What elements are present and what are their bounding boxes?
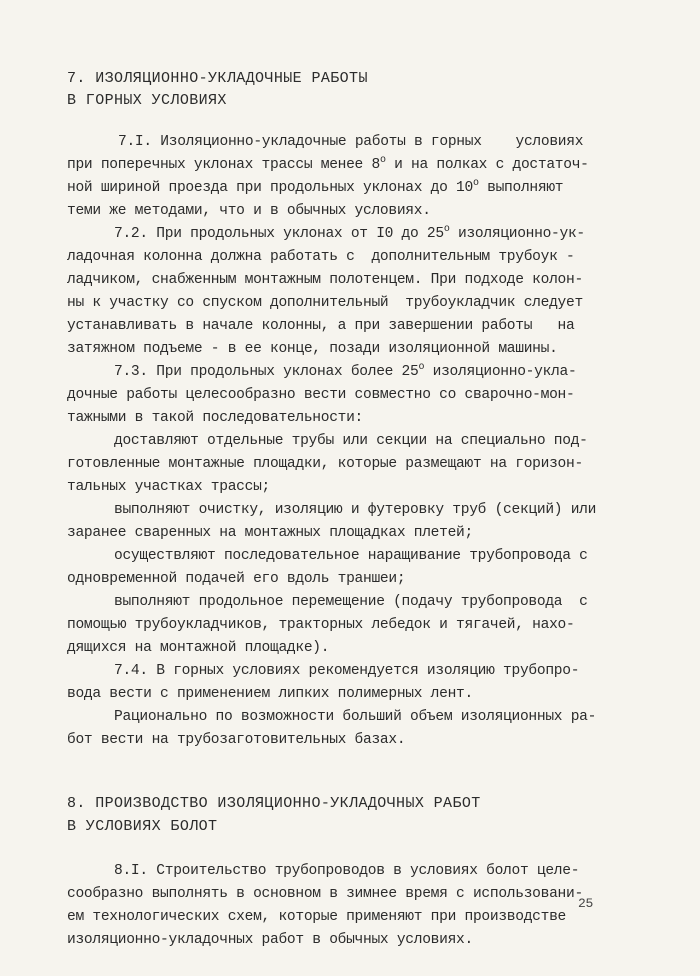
paragraph-line: выполняют очистку, изоляцию и футеровку труб (секций) или — [114, 502, 597, 518]
section-8-heading-line-2: В УСЛОВИЯХ БОЛОТ — [67, 818, 218, 835]
paragraph-line: тажными в такой последовательности: — [67, 410, 364, 426]
paragraph-line: 7.2. При продольных уклонах от I0 до $25^о$ изоляционно-ук- — [114, 224, 585, 242]
page-number: 25 — [578, 896, 594, 911]
paragraph-line: ной шириной проезда при продольных уклонах до $10^о$ выполняют — [67, 178, 564, 196]
paragraph-line: затяжном подъеме - в ее конце, позади изоляционной машины. — [67, 341, 558, 357]
paragraph-line: дящихся на монтажной площадке). — [67, 640, 330, 656]
paragraph-line: теми же методами, что и в обычных условиях. — [67, 203, 431, 219]
section-7-heading-line-1: 7. ИЗОЛЯЦИОННО-УКЛАДОЧНЫЕ РАБОТЫ — [67, 70, 368, 87]
paragraph-line: тальных участках трассы; — [67, 479, 270, 495]
section-7-heading-line-2: В ГОРНЫХ УСЛОВИЯХ — [67, 92, 227, 109]
section-8-heading-line-1: 8. ПРОИЗВОДСТВО ИЗОЛЯЦИОННО-УКЛАДОЧНЫХ РАБОТ — [67, 795, 481, 812]
degree-mark: о — [472, 178, 479, 189]
paragraph-line: заранее сваренных на монтажных площадках плетей; — [67, 525, 473, 541]
paragraph-line: изоляционно-укладочных работ в обычных условиях. — [67, 932, 473, 948]
paragraph-line: доставляют отдельные трубы или секции на специально под- — [114, 433, 588, 449]
paragraph-line: ладчиком, снабженным монтажным полотенцем. При подходе колон- — [67, 272, 583, 288]
degree-mark: о — [418, 362, 425, 373]
paragraph-line: выполняют продольное перемещение (подачу трубопровода с — [114, 594, 588, 610]
paragraph-line: осуществляют последовательное наращивание трубопровода с — [114, 548, 588, 564]
paragraph-line: готовленные монтажные площадки, которые размещают на горизон- — [67, 456, 583, 472]
paragraph-line: вода вести с применением липких полимерных лент. — [67, 686, 473, 702]
paragraph-line: устанавливать в начале колонны, а при завершении работы на — [67, 318, 575, 334]
paragraph-line: 8.I. Строительство трубопроводов в условиях болот целе- — [114, 863, 580, 879]
paragraph-line: дочные работы целесообразно вести совместно со сварочно-мон- — [67, 387, 575, 403]
degree-mark: о — [379, 155, 386, 166]
paragraph-line: одновременной подачей его вдоль траншеи; — [67, 571, 406, 587]
paragraph-line: 7.I. Изоляционно-укладочные работы в горных условиях — [118, 134, 584, 150]
paragraph-line: при поперечных уклонах трассы менее $8^о$ и на полках с достаточ- — [67, 155, 589, 173]
degree-mark: о — [443, 224, 450, 235]
paragraph-line: сообразно выполнять в основном в зимнее время с использовани- — [67, 886, 583, 902]
paragraph-line: 7.3. При продольных уклонах более $25^о$ изоляционно-укла- — [114, 362, 577, 380]
paragraph-line: ем технологических схем, которые применяют при производстве — [67, 909, 567, 925]
paragraph-line: ны к участку со спуском дополнительный трубоукладчик следует — [67, 295, 583, 311]
paragraph-line: 7.4. В горных условиях рекомендуется изоляцию трубопро- — [114, 663, 580, 679]
paragraph-line: ладочная колонна должна работать с дополнительным трубоук - — [67, 249, 575, 265]
paragraph-line: бот вести на трубозаготовительных базах. — [67, 732, 406, 748]
paragraph-line: помощью трубоукладчиков, тракторных лебедок и тягачей, нахо- — [67, 617, 575, 633]
paragraph-line: Рационально по возможности больший объем изоляционных ра- — [114, 709, 597, 725]
